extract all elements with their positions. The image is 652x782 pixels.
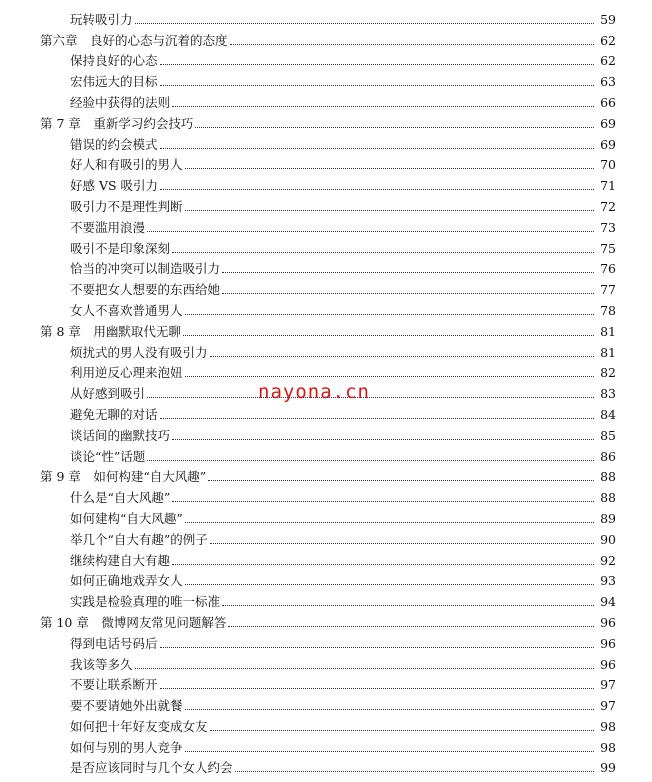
- dot-leader: [147, 230, 594, 232]
- dot-leader: [210, 355, 594, 357]
- toc-section-entry: [0, 755, 652, 776]
- toc-section-entry: [0, 422, 652, 443]
- dot-leader: [210, 729, 594, 731]
- toc-section-entry: [0, 131, 652, 152]
- toc-chapter-entry: [0, 27, 652, 48]
- dot-leader: [235, 770, 594, 772]
- dot-leader: [160, 84, 594, 86]
- toc-entry-page-number: 75: [600, 240, 616, 256]
- dot-leader: [160, 63, 594, 65]
- toc-entry-title: 好感 VS 吸引力: [70, 178, 159, 194]
- toc-entry-title: 避免无聊的对话: [70, 406, 158, 422]
- toc-entry-page-number: 90: [600, 531, 616, 547]
- dot-leader: [195, 126, 594, 128]
- dot-leader: [185, 708, 594, 710]
- dot-leader: [147, 459, 594, 461]
- toc-section-entry: [0, 6, 652, 27]
- toc-entry-page-number: 84: [600, 406, 616, 422]
- dot-leader: [185, 375, 594, 377]
- toc-entry-title: 谈话间的幽默技巧: [70, 427, 171, 443]
- toc-entry-page-number: 72: [600, 198, 616, 214]
- toc-section-entry: [0, 339, 652, 360]
- toc-entry-page-number: 63: [600, 74, 616, 90]
- dot-leader: [185, 313, 594, 315]
- toc-entry-page-number: 88: [600, 469, 616, 485]
- dot-leader: [185, 750, 594, 752]
- toc-section-entry: [0, 89, 652, 110]
- toc-entry-title: 第 8 章 用幽默取代无聊: [40, 323, 181, 339]
- toc-entry-page-number: 69: [600, 115, 616, 131]
- toc-section-entry: [0, 484, 652, 505]
- toc-entry-page-number: 97: [600, 698, 616, 714]
- toc-entry-title: 谈论“性”话题: [70, 448, 146, 464]
- toc-entry-page-number: 96: [600, 656, 616, 672]
- toc-section-entry: [0, 235, 652, 256]
- dot-leader: [172, 438, 594, 440]
- dot-leader: [172, 563, 594, 565]
- toc-entry-title: 如何与别的男人竞争: [70, 739, 183, 755]
- dot-leader: [160, 687, 594, 689]
- toc-entry-title: 吸引不是印象深刻: [70, 240, 171, 256]
- dot-leader: [222, 292, 594, 294]
- toc-entry-page-number: 77: [600, 282, 616, 298]
- toc-entry-title: 从好感到吸引: [70, 386, 146, 402]
- dot-leader: [160, 646, 594, 648]
- toc-entry-title: 如何正确地戏弄女人: [70, 573, 183, 589]
- toc-entry-page-number: 98: [600, 739, 616, 755]
- toc-entry-page-number: 73: [600, 219, 616, 235]
- dot-leader: [135, 22, 594, 24]
- toc-entry-title: 不要让联系断开: [70, 677, 158, 693]
- toc-entry-page-number: 71: [600, 178, 616, 194]
- toc-entry-page-number: 88: [600, 490, 616, 506]
- toc-section-entry: [0, 214, 652, 235]
- dot-leader: [160, 188, 594, 190]
- toc-entry-page-number: 59: [600, 11, 616, 27]
- dot-leader: [210, 542, 594, 544]
- toc-section-entry: [0, 297, 652, 318]
- toc-chapter-entry: [0, 464, 652, 485]
- toc-entry-title: 不要滥用浪漫: [70, 219, 146, 235]
- dot-leader: [160, 147, 594, 149]
- toc-entry-title: 好人和有吸引的男人: [70, 157, 183, 173]
- dot-leader: [172, 500, 594, 502]
- toc-section-entry: [0, 443, 652, 464]
- toc-entry-page-number: 83: [600, 386, 616, 402]
- toc-section-entry: [0, 547, 652, 568]
- toc-entry-title: 利用逆反心理来泡妞: [70, 365, 183, 381]
- dot-leader: [222, 271, 594, 273]
- toc-section-entry: [0, 568, 652, 589]
- dot-leader: [230, 43, 594, 45]
- toc-entry-page-number: 86: [600, 448, 616, 464]
- toc-section-entry: [0, 734, 652, 755]
- toc-entry-page-number: 85: [600, 427, 616, 443]
- toc-entry-page-number: 94: [600, 594, 616, 610]
- dot-leader: [208, 479, 594, 481]
- toc-section-entry: [0, 692, 652, 713]
- dot-leader: [172, 251, 594, 253]
- toc-section-entry: [0, 48, 652, 69]
- toc-entry-title: 如何把十年好友变成女友: [70, 718, 208, 734]
- toc-entry-page-number: 92: [600, 552, 616, 568]
- toc-entry-page-number: 62: [600, 32, 616, 48]
- toc-entry-title: 举几个“自大有趣”的例子: [70, 531, 208, 547]
- toc-entry-title: 如何建构“自大风趣”: [70, 510, 183, 526]
- toc-entry-title: 得到电话号码后: [70, 635, 158, 651]
- toc-entry-page-number: 89: [600, 510, 616, 526]
- toc-entry-page-number: 96: [600, 635, 616, 651]
- toc-section-entry: [0, 588, 652, 609]
- toc-chapter-entry: [0, 110, 652, 131]
- toc-entry-title: 恰当的冲突可以制造吸引力: [70, 261, 221, 277]
- toc-section-entry: [0, 152, 652, 173]
- toc-entry-page-number: 81: [600, 323, 616, 339]
- toc-section-entry: [0, 505, 652, 526]
- toc-entry-title: 保持良好的心态: [70, 53, 158, 69]
- toc-section-entry: [0, 172, 652, 193]
- toc-entry-page-number: 78: [600, 302, 616, 318]
- dot-leader: [185, 167, 594, 169]
- toc-entry-title: 烦扰式的男人没有吸引力: [70, 344, 208, 360]
- toc-entry-title: 要不要请她外出就餐: [70, 698, 183, 714]
- dot-leader: [172, 105, 594, 107]
- toc-entry-title: 吸引力不是理性判断: [70, 198, 183, 214]
- dot-leader: [185, 521, 594, 523]
- toc-entry-title: 女人不喜欢普通男人: [70, 302, 183, 318]
- toc-entry-title: 第 10 章 微博网友常见问题解答: [40, 614, 227, 630]
- toc-section-entry: [0, 401, 652, 422]
- toc-entry-page-number: 93: [600, 573, 616, 589]
- toc-entry-title: 第 9 章 如何构建“自大风趣”: [40, 469, 207, 485]
- toc-entry-title: 我该等多久: [70, 656, 133, 672]
- toc-chapter-entry: [0, 318, 652, 339]
- toc-entry-title: 玩转吸引力: [70, 11, 133, 27]
- dot-leader: [185, 583, 594, 585]
- toc-section-entry: [0, 526, 652, 547]
- dot-leader: [135, 667, 594, 669]
- dot-leader: [183, 334, 594, 336]
- toc-entry-page-number: 99: [600, 760, 616, 776]
- toc-section-entry: [0, 672, 652, 693]
- toc-section-entry: [0, 256, 652, 277]
- toc-section-entry: [0, 630, 652, 651]
- toc-section-entry: [0, 651, 652, 672]
- toc-entry-page-number: 82: [600, 365, 616, 381]
- toc-section-entry: [0, 276, 652, 297]
- dot-leader: [160, 417, 594, 419]
- toc-section-entry: [0, 193, 652, 214]
- toc-entry-title: 经验中获得的法则: [70, 94, 171, 110]
- toc-entry-title: 宏伟远大的目标: [70, 74, 158, 90]
- toc-section-entry: [0, 68, 652, 89]
- dot-leader: [222, 604, 594, 606]
- toc-entry-page-number: 70: [600, 157, 616, 173]
- toc-entry-page-number: 62: [600, 53, 616, 69]
- toc-entry-page-number: 66: [600, 94, 616, 110]
- toc-entry-page-number: 96: [600, 614, 616, 630]
- dot-leader: [147, 396, 594, 398]
- toc-entry-page-number: 98: [600, 718, 616, 734]
- toc-entry-title: 错误的约会模式: [70, 136, 158, 152]
- toc-entry-page-number: 81: [600, 344, 616, 360]
- toc-entry-title: 第六章 良好的心态与沉着的态度: [40, 32, 228, 48]
- watermark-text: nayona.cn: [258, 381, 370, 403]
- toc-section-entry: [0, 360, 652, 381]
- toc-section-entry: [0, 713, 652, 734]
- toc-entry-title: 是否应该同时与几个女人约会: [70, 760, 233, 776]
- toc-entry-title: 实践是检验真理的唯一标准: [70, 594, 221, 610]
- toc-entry-page-number: 76: [600, 261, 616, 277]
- toc-chapter-entry: [0, 609, 652, 630]
- toc-entry-title: 不要把女人想要的东西给她: [70, 282, 221, 298]
- toc-entry-title: 什么是“自大风趣”: [70, 490, 171, 506]
- toc-entry-page-number: 69: [600, 136, 616, 152]
- toc-entry-title: 继续构建自大有趣: [70, 552, 171, 568]
- toc-entry-page-number: 97: [600, 677, 616, 693]
- toc-entry-title: 第 7 章 重新学习约会技巧: [40, 115, 194, 131]
- dot-leader: [185, 209, 594, 211]
- dot-leader: [228, 625, 594, 627]
